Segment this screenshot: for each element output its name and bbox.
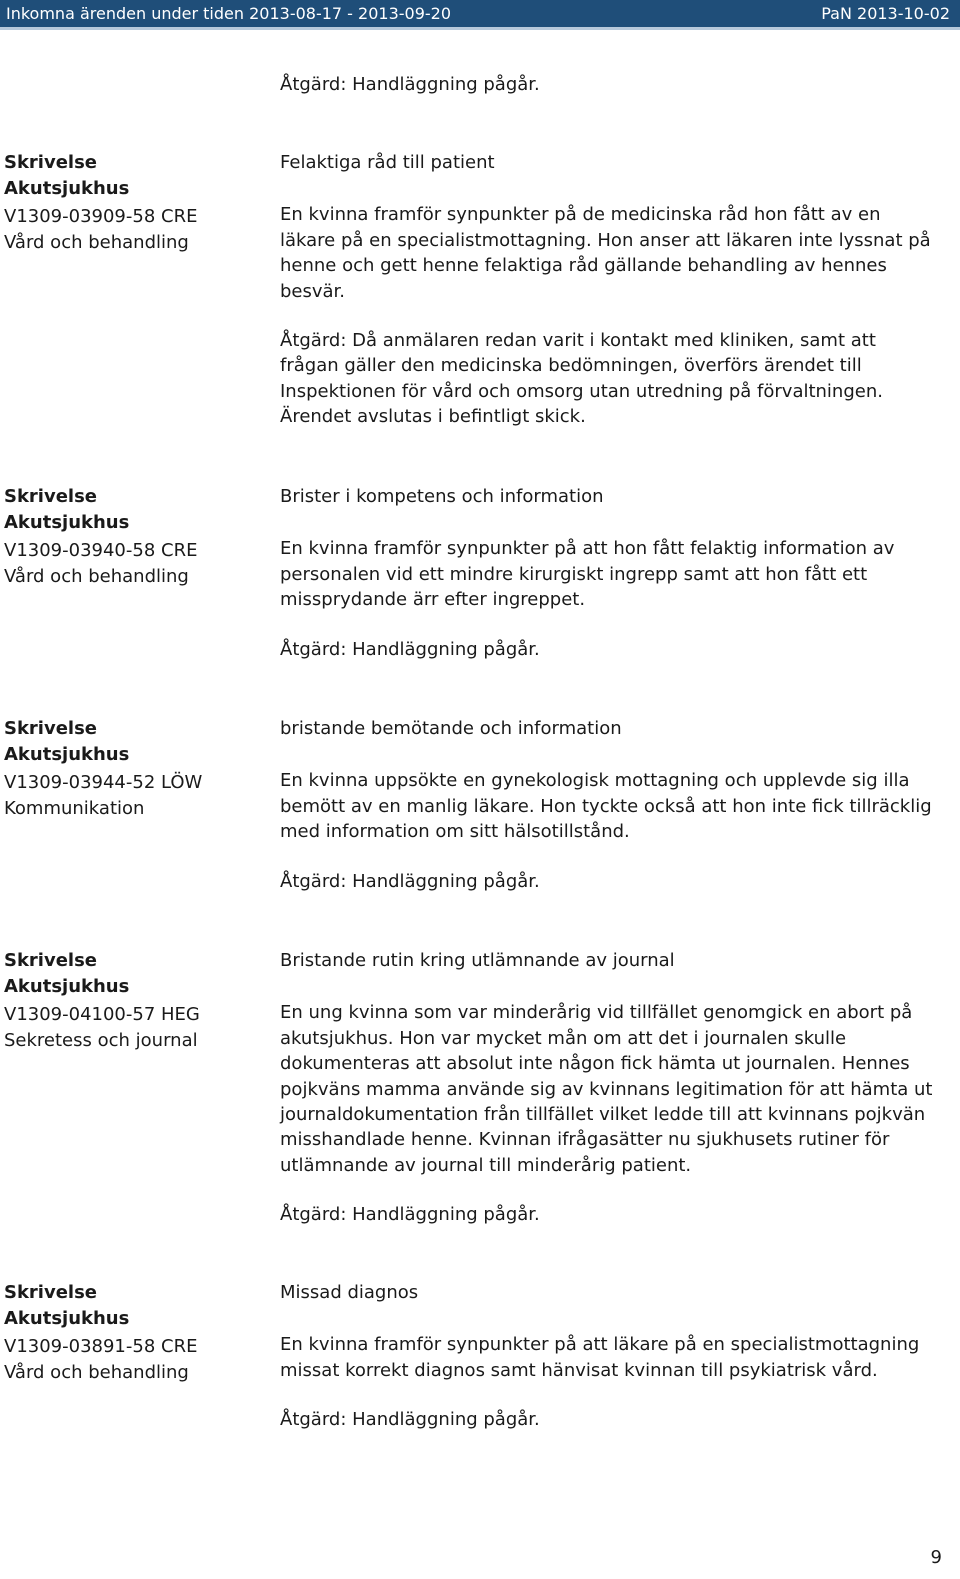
- header-date: PaN 2013-10-02: [821, 4, 950, 23]
- case-category: Kommunikation: [4, 798, 145, 819]
- unit-name: Akutsjukhus: [4, 178, 130, 199]
- case-id: V1309-04100-57 HEG: [4, 1004, 200, 1025]
- case-subject: bristande bemötande och information: [280, 718, 622, 739]
- document-type: Skrivelse: [4, 718, 98, 739]
- case-description: En kvinna framför synpunkter på att hon fått felaktig information av personalen vid ett mindre kirurgiskt ingrepp samt att hon fått ett missprydande ärr efter ingreppet.: [280, 538, 895, 611]
- case-category: Vård och behandling: [4, 232, 189, 253]
- case-subject: Bristande rutin kring utlämnande av journal: [280, 950, 675, 971]
- case-subject: Missad diagnos: [280, 1282, 419, 1303]
- case-meta: [4, 484, 264, 590]
- case-id: V1309-03909-58 CRE: [4, 206, 198, 227]
- case-meta: [4, 948, 264, 1054]
- unit-name: Akutsjukhus: [4, 512, 130, 533]
- case-meta: [4, 150, 264, 256]
- case-description: En kvinna framför synpunkter på att läkare på en specialistmottagning missat korrekt diagnos samt hänvisat kvinnan till psykiatrisk vård.: [280, 1334, 920, 1381]
- page-number: 9: [930, 1547, 942, 1568]
- case-content: [280, 1280, 940, 1433]
- case-subject: Brister i kompetens och information: [280, 486, 604, 507]
- unit-name: Akutsjukhus: [4, 1308, 130, 1329]
- case-description: En ung kvinna som var minderårig vid tillfället genomgick en abort på akutsjukhus. Hon var mycket mån om att det i journalen skulle dokumenteras att absolut inte någon fick hämta ut journalen. Hennes pojkväns mamma använde sig av kvinnans legitimation för att hämta ut journaldokumentation från tillfället vilket ledde till att kvinnans pojkvän misshandlade henne. Kvinnan ifrågasätter nu sjukhusets rutiner för utlämnande av journal till minderårig patient.: [280, 1002, 933, 1176]
- case-content: [280, 716, 940, 894]
- document-type: Skrivelse: [4, 1282, 98, 1303]
- case-content: [280, 948, 940, 1228]
- case-meta: [4, 716, 264, 822]
- page-header: [0, 0, 960, 30]
- case-action: Åtgärd: Då anmälaren redan varit i kontakt med kliniken, samt att frågan gäller den medicinska bedömningen, överförs ärendet till Inspektionen för vård och omsorg utan utredning på förvaltningen. Ärendet avslutas i befintligt skick.: [280, 330, 883, 428]
- case-category: Vård och behandling: [4, 566, 189, 587]
- case-category: Sekretess och journal: [4, 1030, 198, 1051]
- document-type: Skrivelse: [4, 950, 98, 971]
- case-action: Åtgärd: Handläggning pågår.: [280, 1409, 540, 1431]
- case-description: En kvinna framför synpunkter på de medicinska råd hon fått av en läkare på en specialistmottagning. Hon anser att läkaren inte lyssnat på henne och gett henne felaktiga råd gällande behandling av hennes besvär.: [280, 204, 931, 302]
- case-id: V1309-03944-52 LÖW: [4, 772, 203, 793]
- case-subject: Felaktiga råd till patient: [280, 152, 495, 173]
- document-type: Skrivelse: [4, 152, 98, 173]
- case-description: En kvinna uppsökte en gynekologisk mottagning och upplevde sig illa bemött av en manlig läkare. Hon tyckte också att hon inte fick tillräcklig med information om sitt hälsotillstånd.: [280, 770, 932, 843]
- header-title: Inkomna ärenden under tiden 2013-08-17 - 2013-09-20: [6, 4, 452, 23]
- case-id: V1309-03940-58 CRE: [4, 540, 198, 561]
- case-action: Åtgärd: Handläggning pågår.: [280, 638, 540, 660]
- unit-name: Akutsjukhus: [4, 976, 130, 997]
- document-type: Skrivelse: [4, 486, 98, 507]
- case-content: [280, 484, 940, 662]
- case-action: Åtgärd: Handläggning pågår.: [280, 1204, 540, 1226]
- case-action: Åtgärd: Handläggning pågår.: [280, 870, 540, 892]
- case-meta: [4, 1280, 264, 1386]
- case-id: V1309-03891-58 CRE: [4, 1336, 198, 1357]
- case-content: [280, 150, 940, 430]
- first-action-text: Åtgärd: Handläggning pågår.: [280, 74, 540, 95]
- case-category: Vård och behandling: [4, 1362, 189, 1383]
- unit-name: Akutsjukhus: [4, 744, 130, 765]
